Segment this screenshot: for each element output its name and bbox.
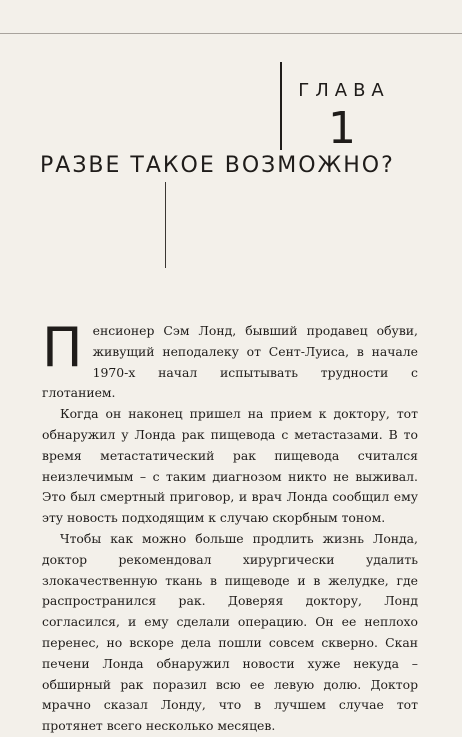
paragraph-1 <box>42 316 418 404</box>
chapter-label: ГЛАВА <box>298 80 390 101</box>
chapter-number: 1 <box>328 103 360 154</box>
paragraph-1-text: енсионер Сэм Лонд, бывший продавец обуви, живущий неподалеку от Сент-Луиса, в начале 1970-х начал испытывать трудности с глотанием. <box>42 323 418 401</box>
drop-cap: П <box>42 316 83 379</box>
paragraph-3: Чтобы как можно больше продлить жизнь Лонда, доктор рекомендовал хирургически удалить злокачественную ткань в пищеводе и в желудке, где распространился рак. Доверяя доктору, Лонд согласился, и ему сделали операцию. Он ее неплохо перенес, но вскоре дела пошли совсем скверно. Скан печени Лонда обнаружил новости хуже некуда – обширный рак поразил всю ее левую долю. Доктор мрачно сказал Лонду, что в лучшем случае тот протянет всего несколько месяцев. <box>42 530 418 734</box>
chapter-title: РАЗВЕ ТАКОЕ ВОЗМОЖНО? <box>40 153 395 178</box>
paragraph-2: Когда он наконец пришел на прием к доктору, тот обнаружил у Лонда рак пищевода с метастазами. В то время метастатический рак пищевода считался неизлечимым – с таким диагнозом никто не выживал. Это был смертный приговор, и врач Лонда сообщил ему эту новость подходящим к случаю скорбным тоном. <box>42 406 418 526</box>
chapter-body <box>42 316 418 737</box>
page-header-rule <box>0 33 462 34</box>
chapter-vertical-rule <box>280 62 282 150</box>
title-vertical-rule <box>165 182 166 268</box>
chapter-heading <box>288 80 400 154</box>
